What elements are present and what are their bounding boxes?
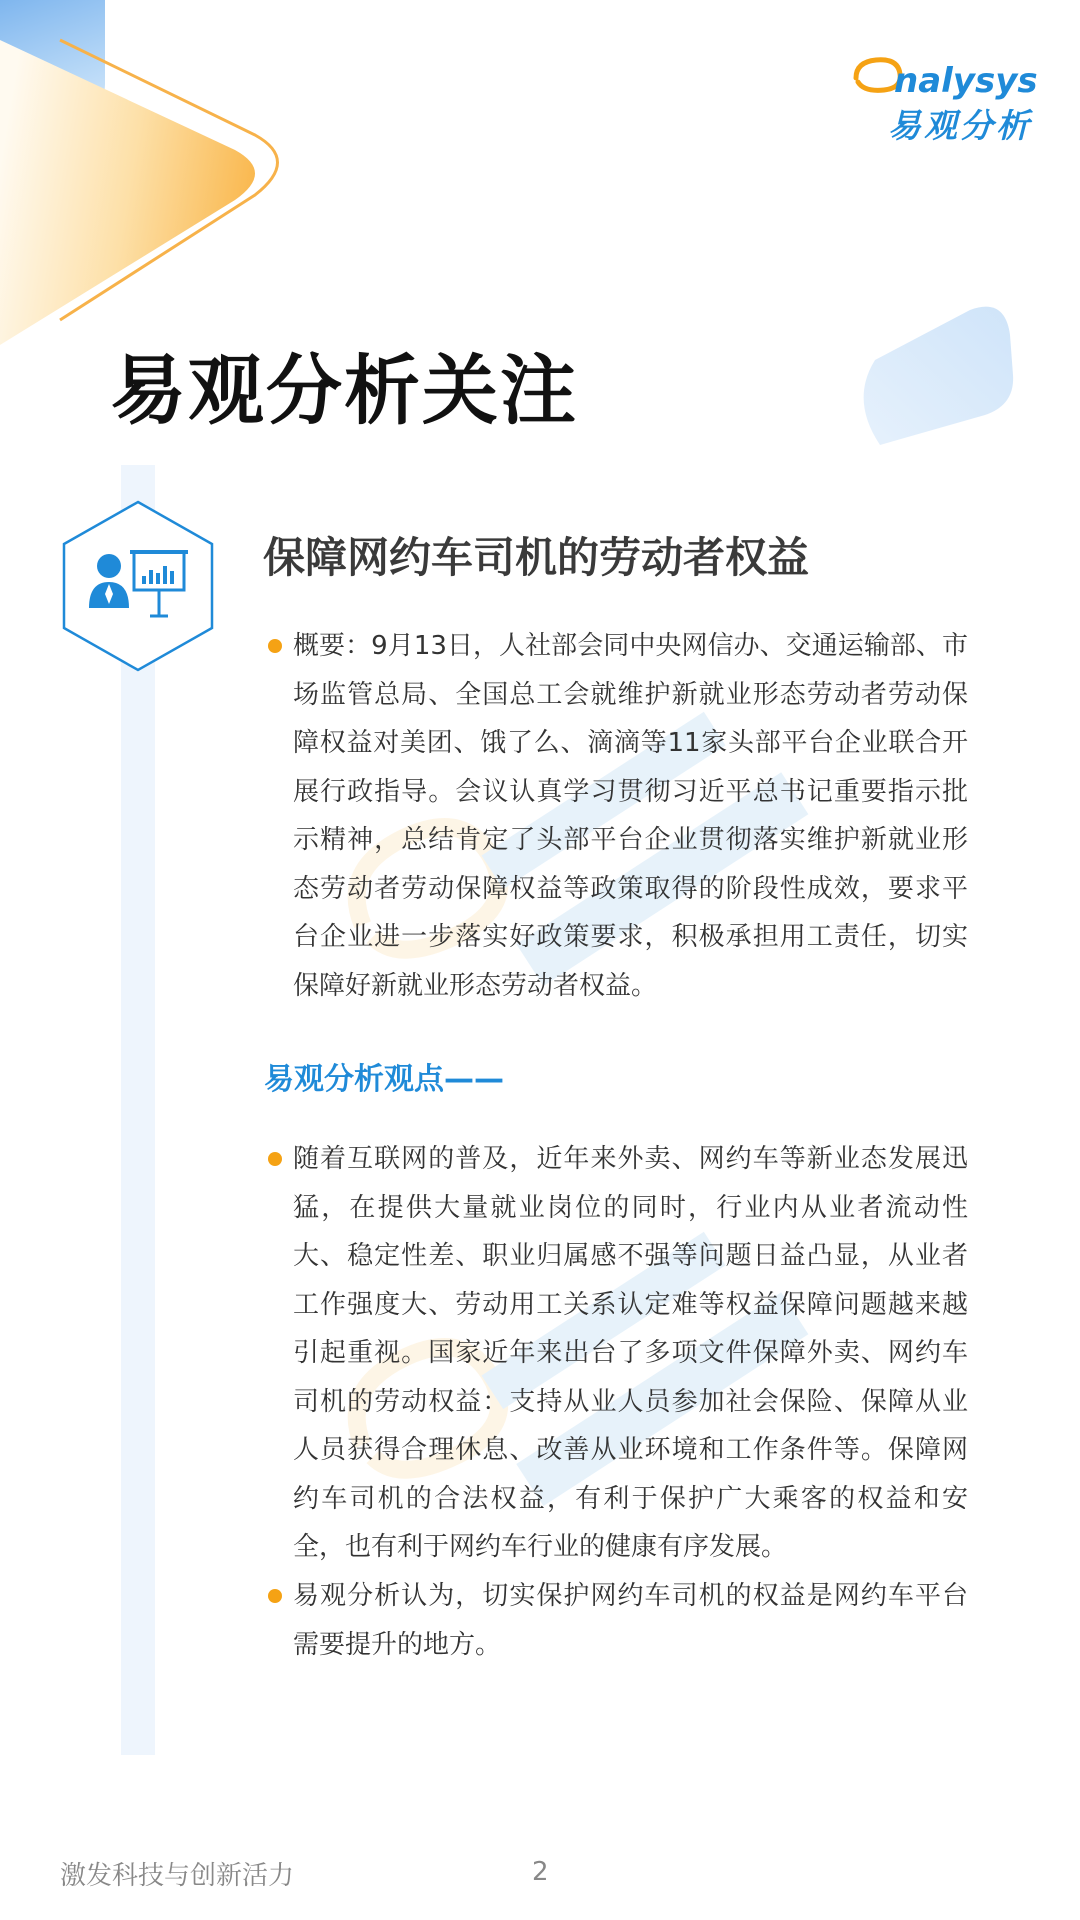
opinion-bullet: [268, 1572, 968, 1669]
analysys-wordmark: [848, 48, 1048, 100]
logo-chinese-name: 易观分析: [888, 106, 1032, 145]
bullet-dot: [268, 1589, 282, 1603]
bullet-dot: [268, 639, 282, 653]
opinion-text: 随着互联网的普及，近年来外卖、网约车等新业态发展迅猛，在提供大量就业岗位的同时，行业内从业者流动性大、稳定性差、职业归属感不强等问题日益凸显，从业者工作强度大、劳动用工关系认定难等权益保障问题越来越引起重视。国家近年来出台了多项文件保障外卖、网约车司机的劳动权益：支持从业人员参加社会保险、保障从业人员获得合理休息、改善从业环境和工作条件等。保障网约车司机的合法权益，有利于保护广大乘客的权益和安全，也有利于网约车行业的健康有序发展。: [293, 1144, 968, 1562]
section-title: 保障网约车司机的劳动者权益: [263, 533, 810, 582]
page-title: 易观分析关注: [110, 346, 578, 435]
footer-slogan: 激发科技与创新活力: [60, 1861, 295, 1891]
analysys-logo: [848, 48, 1048, 143]
summary-text: 概要：9月13日，人社部会同中央网信办、交通运输部、市场监管总局、全国总工会就维护新就业形态劳动者劳动保障权益对美团、饿了么、滴滴等11家头部平台企业联合开展行政指导。会议认真学习贯彻习近平总书记重要指示批示精神，总结肯定了头部平台企业贯彻落实维护新就业形态劳动者劳动保障权益等政策取得的阶段性成效，要求平台企业进一步落实好政策要求，积极承担用工责任，切实保障好新就业形态劳动者权益。: [293, 631, 968, 1001]
decorative-orange-triangle: [0, 0, 300, 345]
presenter-chart-icon: [58, 498, 218, 674]
decorative-blue-rounded-shape: [855, 305, 1015, 445]
summary-bullet: [268, 622, 968, 1010]
logo-wordmark-text: nalysys: [894, 61, 1038, 100]
opinion-bullet: [268, 1135, 968, 1572]
page-number: 2: [532, 1857, 549, 1887]
opinion-text: 易观分析认为，切实保护网约车司机的权益是网约车平台需要提升的地方。: [293, 1581, 968, 1660]
opinion-heading: 易观分析观点——: [264, 1062, 504, 1097]
bullet-dot: [268, 1152, 282, 1166]
